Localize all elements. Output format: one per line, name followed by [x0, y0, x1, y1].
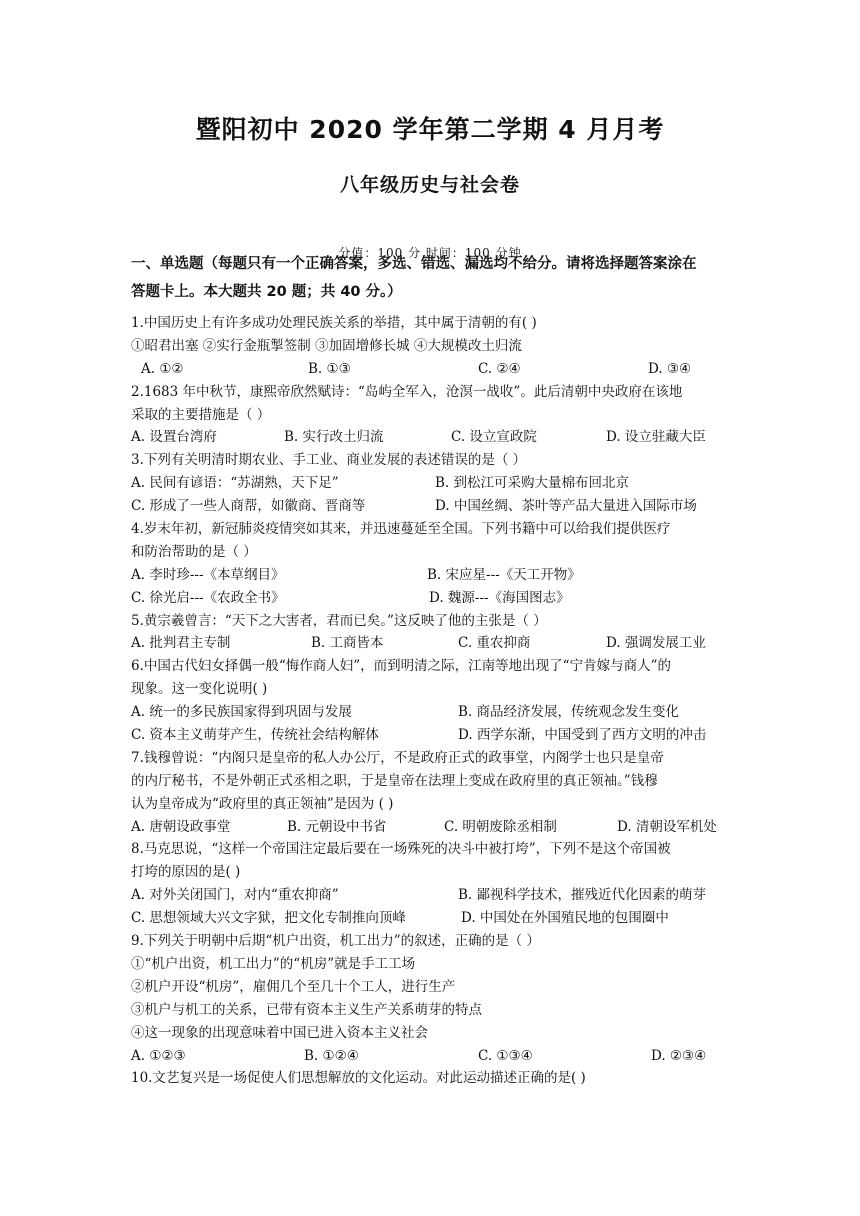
- q1-option-b: B. ①③: [308, 360, 351, 377]
- q3-option-a: A. 民间有谚语：“苏湖熟，天下足”: [131, 475, 339, 492]
- q9-option-a: A. ①②③: [131, 1047, 186, 1064]
- q7-option-d: D. 清朝设军机处: [617, 818, 717, 835]
- exam-meta: 分值：100 分 时间：100 分钟: [338, 246, 522, 260]
- q9-option-d: D. ②③④: [651, 1047, 707, 1064]
- q5-stem: 5.黄宗羲曾言：“天下之大害者，君而已矣。”这反映了他的主张是（ ）: [131, 612, 547, 629]
- q1-stem: 1.中国历史上有许多成功处理民族关系的举措，其中属于清朝的有( ): [131, 315, 537, 331]
- q8-options-row-2: [131, 907, 731, 930]
- q3-options-row-1: [131, 472, 731, 495]
- q6-option-d: D. 西学东渐，中国受到了西方文明的冲击: [458, 727, 707, 744]
- q1-options: [131, 358, 731, 381]
- q9-item-1: ①“机户出资，机工出力”的“机房”就是手工工场: [131, 955, 416, 972]
- q4-stem-2: 和防治帮助的是（ ）: [131, 543, 257, 560]
- q3-options-row-2: [131, 495, 731, 518]
- q9-options: [131, 1045, 731, 1068]
- q8-stem-2: 打垮的原因的是( ): [131, 864, 241, 881]
- q1-option-d: D. ③④: [648, 360, 692, 377]
- q4-option-c: C. 徐光启---《农政全书》: [131, 589, 285, 606]
- q3-option-c: C. 形成了一些人商帮，如徽商、晋商等: [131, 498, 366, 515]
- q4-options-row-1: [131, 564, 731, 587]
- question-list: [131, 312, 731, 1090]
- q8-option-d: D. 中国处在外国殖民地的包围圈中: [461, 910, 669, 927]
- q7-option-b: B. 元朝设中书省: [287, 818, 387, 835]
- q2-stem-2: 采取的主要措施是（ ）: [131, 406, 271, 423]
- q7-options: [131, 816, 731, 839]
- q7-option-c: C. 明朝废除丞相制: [444, 818, 557, 835]
- q4-option-a: A. 李时珍---《本草纲目》: [131, 566, 285, 583]
- q9-item-3: ③机户与机工的关系，已带有资本主义生产关系萌芽的特点: [131, 1001, 482, 1018]
- q3-option-b: B. 到松江可采购大量棉布回北京: [435, 475, 630, 492]
- q7-stem-2: 的内厅秘书，不是外朝正式丞相之职，于是皇帝在法理上变成在政府里的真正领袖。”钱穆: [131, 772, 658, 789]
- q9-item-4: ④这一现象的出现意味着中国已进入资本主义社会: [131, 1024, 428, 1041]
- q5-options: [131, 632, 731, 655]
- q2-option-b: B. 实行改土归流: [284, 429, 384, 446]
- q8-options-row-1: [131, 884, 731, 907]
- exam-title: 暨阳初中 2020 学年第二学期 4 月月考: [195, 115, 665, 144]
- q6-options-row-2: [131, 724, 731, 747]
- q8-option-a: A. 对外关闭国门，对内“重农抑商”: [131, 887, 339, 904]
- q5-option-a: A. 批判君主专制: [131, 635, 231, 652]
- q4-option-b: B. 宋应星---《天工开物》: [427, 566, 581, 583]
- q4-options-row-2: [131, 587, 731, 610]
- q2-stem-1: 2.1683 年中秋节，康熙帝欣然赋诗：“岛屿全军入，沧溟一战收”。此后清朝中央政府在该地: [131, 383, 683, 400]
- section-heading-line-1: 一、单选题（每题只有一个正确答案，多选、错选、漏选均不给分。请将选择题答案涂在: [131, 256, 697, 272]
- q4-option-d: D. 魏源---《海国图志》: [429, 589, 570, 606]
- q9-item-2: ②机户开设“机房”，雇佣几个至几十个工人，进行生产: [131, 978, 456, 995]
- q9-stem: 9.下列关于明朝中后期“机户出资，机工出力”的叙述，正确的是（ ）: [131, 933, 540, 950]
- exam-subtitle: 八年级历史与社会卷: [339, 174, 520, 196]
- q7-stem-1: 7.钱穆曾说：“内阁只是皇帝的私人办公厅，不是政府正式的政事堂，内阁学士也只是皇帝: [131, 749, 664, 766]
- section-heading-line-2: 答题卡上。本大题共 20 题；共 40 分。）: [131, 284, 402, 300]
- q5-option-d: D. 强调发展工业: [606, 635, 706, 652]
- q9-option-c: C. ①③④: [478, 1047, 533, 1064]
- q2-option-c: C. 设立宣政院: [451, 429, 537, 446]
- q5-option-c: C. 重农抑商: [458, 635, 531, 652]
- q10-stem: 10.文艺复兴是一场促使人们思想解放的文化运动。对此运动描述正确的是( ): [131, 1070, 586, 1087]
- q6-options-row-1: [131, 701, 731, 724]
- q1-items: ①昭君出塞 ②实行金瓶掣签制 ③加固增修长城 ④大规模改土归流: [131, 337, 522, 354]
- q6-option-a: A. 统一的多民族国家得到巩固与发展: [131, 704, 352, 721]
- q8-stem-1: 8.马克思说，“这样一个帝国注定最后要在一场殊死的决斗中被打垮”，下列不是这个帝国被: [131, 841, 671, 858]
- q8-option-c: C. 思想领域大兴文字狱，把文化专制推向顶峰: [131, 910, 406, 927]
- q6-option-c: C. 资本主义萌芽产生，传统社会结构解体: [131, 727, 379, 744]
- q8-option-b: B. 鄙视科学技术，摧残近代化因素的萌芽: [458, 887, 707, 904]
- q7-stem-3: 认为皇帝成为“政府里的真正领袖”是因为 ( ): [131, 795, 394, 812]
- q6-stem-1: 6.中国古代妇女择偶一般“悔作商人妇”，而到明清之际，江南等地出现了“宁肯嫁与商人”的: [131, 658, 671, 675]
- q6-stem-2: 现象。这一变化说明( ): [131, 681, 268, 698]
- q2-options: [131, 426, 731, 449]
- q3-option-d: D. 中国丝绸、茶叶等产品大量进入国际市场: [435, 498, 697, 515]
- q6-option-b: B. 商品经济发展，传统观念发生变化: [458, 704, 680, 721]
- q2-option-d: D. 设立驻藏大臣: [606, 429, 706, 446]
- q3-stem: 3.下列有关明清时期农业、手工业、商业发展的表述错误的是（ ）: [131, 452, 527, 469]
- q2-option-a: A. 设置台湾府: [131, 429, 217, 446]
- q1-option-c: C. ②④: [478, 360, 521, 377]
- q4-stem-1: 4.岁末年初，新冠肺炎疫情突如其来，并迅速蔓延至全国。下列书籍中可以给我们提供医疗: [131, 521, 671, 538]
- q5-option-b: B. 工商皆本: [311, 635, 384, 652]
- q9-option-b: B. ①②④: [304, 1047, 359, 1064]
- q1-option-a: A. ①②: [141, 360, 184, 377]
- q7-option-a: A. 唐朝设政事堂: [131, 818, 231, 835]
